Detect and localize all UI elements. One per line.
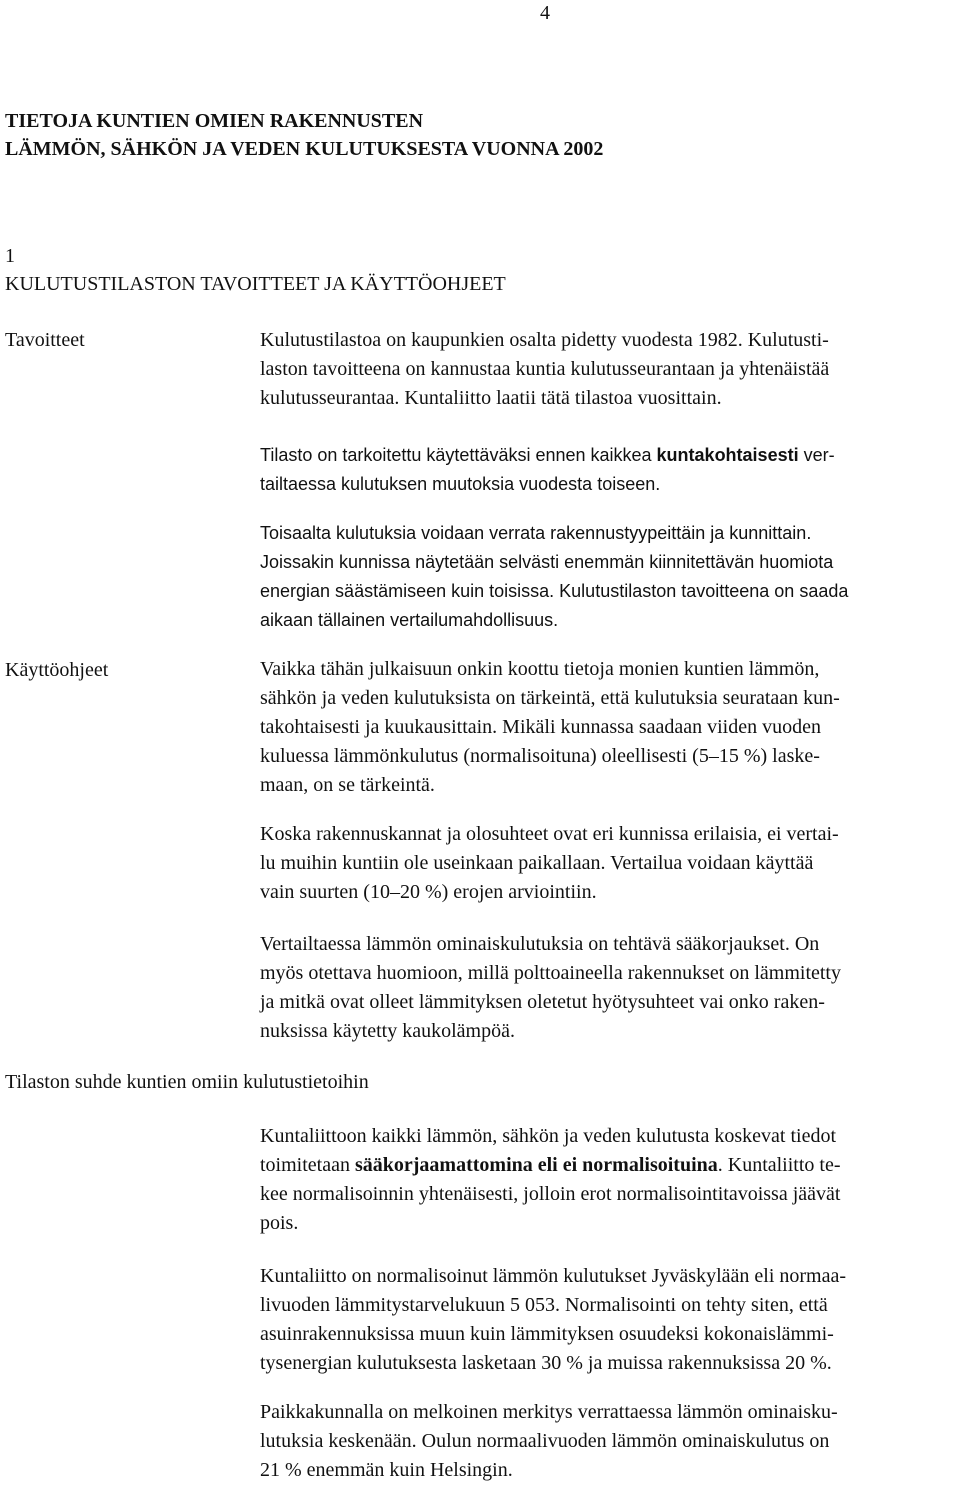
emphasis-text: sääkorjaamattomina eli ei normalisoituina (354, 1154, 718, 1176)
paragraph-line: ja mitkä ovat olleet lämmityksen oletetut hyötysuhteet vai onko raken- (260, 991, 825, 1013)
paragraph-line: Vaikka tähän julkaisuun onkin koottu tietoja monien kuntien lämmön, (260, 658, 820, 680)
title-line-1: TIETOJA KUNTIEN OMIEN RAKENNUSTEN (5, 110, 424, 132)
paragraph-line: Kuntaliittoon kaikki lämmön, sähkön ja veden kulutusta koskevat tiedot (260, 1125, 837, 1147)
paragraph-line: Vertailtaessa lämmön ominaiskulutuksia on tehtävä sääkorjaukset. On (260, 933, 820, 955)
paragraph-line: Kuntaliitto on normalisoinut lämmön kulutukset Jyväskylään eli normaa- (260, 1265, 847, 1287)
paragraph-line: kuluessa lämmönkulutus (normalisoituna) oleellisesti (5–15 %) laske- (260, 745, 820, 767)
emphasis-text: kuntakohtaisesti (656, 445, 799, 465)
paragraph-line: takohtaisesti ja kuukausittain. Mikäli kunnassa saadaan viiden vuoden (260, 716, 821, 738)
section-heading (5, 242, 506, 298)
paragraph-7 (260, 1122, 954, 1238)
paragraph-line: asuinrakennuksissa muun kuin lämmityksen osuudeksi kokonaislämmi- (260, 1323, 834, 1345)
paragraph-9 (260, 1398, 954, 1485)
paragraph-3 (260, 519, 954, 635)
paragraph-4 (260, 655, 954, 800)
paragraph-line: kee normalisoinnin yhtenäisesti, jolloin erot normalisointitavoissa jäävät (260, 1183, 841, 1205)
paragraph-line: vain suurten (10–20 %) erojen arviointiin. (260, 881, 597, 903)
paragraph-text: Tilasto on tarkoitettu käytettäväksi ennen kaikkea (260, 445, 657, 465)
paragraph-6 (260, 930, 954, 1046)
paragraph-2 (260, 441, 954, 499)
paragraph-line: lutuksia keskenään. Oulun normaalivuoden lämmön ominaiskulutus on (260, 1430, 830, 1452)
paragraph-line: sähkön ja veden kulutuksista on tärkeintä, että kulutuksia seurataan kun- (260, 687, 840, 709)
paragraph-line: pois. (260, 1212, 299, 1234)
paragraph-line: energian säästämiseen kuin toisissa. Kulutustilaston tavoitteena on saada (260, 581, 849, 601)
document-title (5, 107, 603, 163)
paragraph-8 (260, 1262, 954, 1378)
paragraph-line: Paikkakunnalla on melkoinen merkitys verrattaessa lämmön ominaisku- (260, 1401, 838, 1423)
paragraph-line: aikaan tällainen vertailumahdollisuus. (260, 610, 559, 630)
paragraph-line (260, 1151, 954, 1180)
paragraph-line: myös otettava huomioon, millä polttoaineella rakennukset on lämmitetty (260, 962, 841, 984)
label-tilaston-suhde: Tilaston suhde kuntien omiin kulutustietoihin (5, 1071, 369, 1093)
paragraph-line: Kulutustilastoa on kaupunkien osalta pidetty vuodesta 1982. Kulutusti- (260, 329, 829, 351)
label-kayttoohjeet: Käyttöohjeet (5, 659, 109, 681)
paragraph-line: lu muihin kuntiin ole useinkaan paikallaan. Vertailua voidaan käyttää (260, 852, 814, 874)
paragraph-line (260, 441, 954, 470)
paragraph-line: Toisaalta kulutuksia voidaan verrata rakennustyypeittäin ja kunnittain. (260, 523, 812, 543)
paragraph-5 (260, 820, 954, 907)
paragraph-line: livuoden lämmitystarvelukuun 5 053. Normalisointi on tehty siten, että (260, 1294, 828, 1316)
paragraph-text: ver- (798, 445, 835, 465)
paragraph-text: . Kuntaliitto te- (717, 1154, 841, 1176)
paragraph-line: maan, on se tärkeintä. (260, 774, 435, 796)
paragraph-1 (260, 326, 954, 413)
section-number: 1 (5, 245, 15, 267)
label-tavoitteet: Tavoitteet (5, 329, 85, 351)
paragraph-line: laston tavoitteena on kannustaa kuntia kulutusseurantaan ja yhtenäistää (260, 358, 830, 380)
title-line-2: LÄMMÖN, SÄHKÖN JA VEDEN KULUTUKSESTA VUONNA 2002 (5, 138, 604, 160)
section-title: KULUTUSTILASTON TAVOITTEET JA KÄYTTÖOHJEET (5, 273, 506, 295)
paragraph-text: toimitetaan (260, 1154, 355, 1176)
paragraph-line: Koska rakennuskannat ja olosuhteet ovat eri kunnissa erilaisia, ei vertai- (260, 823, 839, 845)
paragraph-line: tysenergian kulutuksesta lasketaan 30 % ja muissa rakennuksissa 20 %. (260, 1352, 832, 1374)
paragraph-line: nuksissa käytetty kaukolämpöä. (260, 1020, 515, 1042)
page-number: 4 (540, 2, 550, 24)
paragraph-line: Joissakin kunnissa näytetään selvästi enemmän kiinnitettävän huomiota (260, 552, 834, 572)
paragraph-line: 21 % enemmän kuin Helsingin. (260, 1459, 513, 1481)
paragraph-line: tailtaessa kulutuksen muutoksia vuodesta toiseen. (260, 474, 661, 494)
paragraph-line: kulutusseurantaa. Kuntaliitto laatii tätä tilastoa vuosittain. (260, 387, 722, 409)
